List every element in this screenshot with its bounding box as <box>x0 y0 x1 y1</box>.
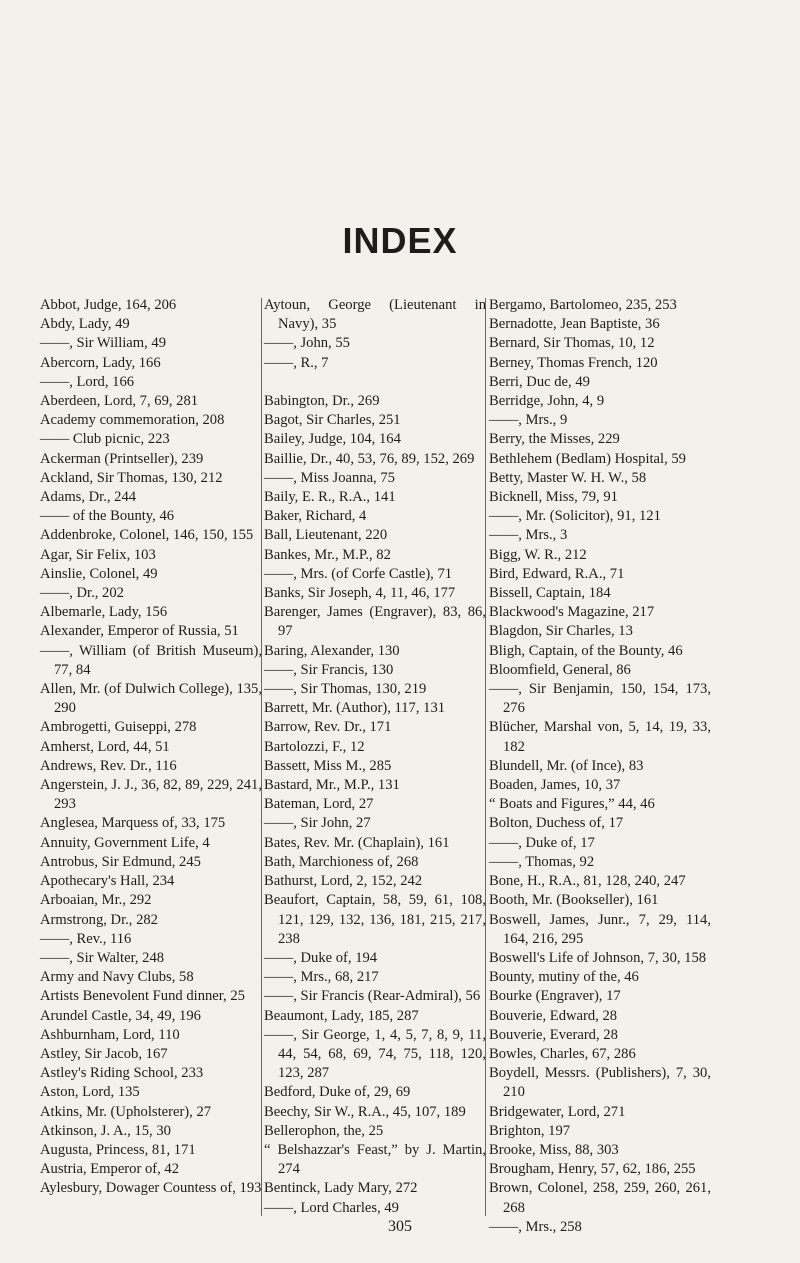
index-entry: Babington, Dr., 269 <box>264 393 380 410</box>
index-entry: Astley, Sir Jacob, 167 <box>40 1045 168 1062</box>
index-entry: —— of the Bounty, 46 <box>40 508 175 525</box>
index-entry: Berri, Duc de, 49 <box>489 373 590 390</box>
index-entry: ——, Thomas, 92 <box>489 853 595 870</box>
index-entry: Abdy, Lady, 49 <box>40 316 130 333</box>
index-entry: Anglesea, Marquess of, 33, 175 <box>40 815 226 832</box>
index-entry: Barrett, Mr. (Author), 117, 131 <box>264 700 446 717</box>
index-entry: Aytoun, George (Lieutenant in Navy), 35 <box>264 297 486 333</box>
index-entry: ——, Sir John, 27 <box>264 815 371 832</box>
index-entry: Boydell, Messrs. (Publishers), 7, 30, 210 <box>489 1065 711 1101</box>
index-entry: Aylesbury, Dowager Countess of, 193 <box>40 1180 262 1197</box>
index-entry: Addenbroke, Colonel, 146, 150, 155 <box>40 527 254 544</box>
page-title: INDEX <box>342 220 458 261</box>
index-entry: ——, John, 55 <box>264 335 350 352</box>
index-entry: ——, Miss Joanna, 75 <box>264 469 395 486</box>
index-entry: Arundel Castle, 34, 49, 196 <box>40 1007 201 1024</box>
index-entry: ——, Lord Charles, 49 <box>264 1199 399 1216</box>
index-entry: ——, Duke of, 17 <box>489 834 595 851</box>
index-entry: Angerstein, J. J., 36, 82, 89, 229, 241, 293 <box>40 777 262 813</box>
index-entry: Baily, E. R., R.A., 141 <box>264 489 396 506</box>
index-entry: Arboaian, Mr., 292 <box>40 892 152 909</box>
index-entry: Baker, Richard, 4 <box>264 508 367 525</box>
index-entry: ——, Sir William, 49 <box>40 335 167 352</box>
index-entry: Betty, Master W. H. W., 58 <box>489 469 647 486</box>
index-entry: Bagot, Sir Charles, 251 <box>264 412 401 429</box>
index-entry: Ambrogetti, Guiseppi, 278 <box>40 719 197 736</box>
index-entry: ——, R., 7 <box>264 354 329 371</box>
index-entry: Atkins, Mr. (Upholsterer), 27 <box>40 1103 212 1120</box>
index-entry: Berney, Thomas French, 120 <box>489 354 658 371</box>
index-entry: ——, Dr., 202 <box>40 585 124 602</box>
index-entry: Bissell, Captain, 184 <box>489 585 611 602</box>
index-entry: Bone, H., R.A., 81, 128, 240, 247 <box>489 873 686 890</box>
index-entry: ——, Sir George, 1, 4, 5, 7, 8, 9, 11, 44, 54, 68, 69, 74, 75, 118, 120, 123, 287 <box>264 1026 486 1082</box>
index-entry <box>264 373 486 392</box>
index-entry: Austria, Emperor of, 42 <box>40 1161 180 1178</box>
index-entry: Bernadotte, Jean Baptiste, 36 <box>489 316 660 333</box>
index-entry: Boswell, James, Junr., 7, 29, 114, 164, 216, 295 <box>489 911 711 947</box>
index-entry: Allen, Mr. (of Dulwich College), 135, 290 <box>40 681 262 717</box>
index-entry: Astley's Riding School, 233 <box>40 1065 204 1082</box>
index-entry: Amherst, Lord, 44, 51 <box>40 738 170 755</box>
index-entry: Abercorn, Lady, 166 <box>40 354 161 371</box>
index-entry: Blundell, Mr. (of Ince), 83 <box>489 757 644 774</box>
index-entry: ——, William (of British Museum), 77, 84 <box>40 642 262 678</box>
index-entry: Bigg, W. R., 212 <box>489 546 587 563</box>
index-entry: Bedford, Duke of, 29, 69 <box>264 1084 411 1101</box>
index-entry: Abbot, Judge, 164, 206 <box>40 297 177 313</box>
index-entry: ——, Rev., 116 <box>40 930 132 947</box>
index-entry: Bird, Edward, R.A., 71 <box>489 565 625 582</box>
index-entry: Bernard, Sir Thomas, 10, 12 <box>489 335 655 352</box>
index-entry: ——, Sir Benjamin, 150, 154, 173, 276 <box>489 681 711 717</box>
index-entry: ——, Mrs., 68, 217 <box>264 969 379 986</box>
index-entry: Annuity, Government Life, 4 <box>40 834 210 851</box>
index-entry: Banks, Sir Joseph, 4, 11, 46, 177 <box>264 585 456 602</box>
page-number: 305 <box>388 1218 412 1235</box>
index-entry: Apothecary's Hall, 234 <box>40 873 175 890</box>
index-entry: ——, Sir Thomas, 130, 219 <box>264 681 427 698</box>
index-column-2 <box>264 296 486 1218</box>
index-entry: Bourke (Engraver), 17 <box>489 988 621 1005</box>
index-entry: Ball, Lieutenant, 220 <box>264 527 388 544</box>
index-entry: Adams, Dr., 244 <box>40 489 137 506</box>
index-entry: ——, Mrs., 258 <box>489 1218 582 1235</box>
index-entry: Booth, Mr. (Bookseller), 161 <box>489 892 659 909</box>
index-entry: Bouverie, Edward, 28 <box>489 1007 618 1024</box>
index-entry: Berry, the Misses, 229 <box>489 431 620 448</box>
index-entry: Bentinck, Lady Mary, 272 <box>264 1180 418 1197</box>
index-entry: Bankes, Mr., M.P., 82 <box>264 546 391 563</box>
index-entry: Blagdon, Sir Charles, 13 <box>489 623 633 640</box>
index-entry: Ackland, Sir Thomas, 130, 212 <box>40 469 223 486</box>
index-column-1 <box>40 296 262 1199</box>
index-entry: Bridgewater, Lord, 271 <box>489 1103 626 1120</box>
index-entry: ——, Duke of, 194 <box>264 949 378 966</box>
index-entry: ——, Sir Walter, 248 <box>40 949 165 966</box>
index-entry: Antrobus, Sir Edmund, 245 <box>40 853 201 870</box>
index-entry: Brown, Colonel, 258, 259, 260, 261, 268 <box>489 1180 711 1216</box>
index-entry: Beaufort, Captain, 58, 59, 61, 108, 121, 129, 132, 136, 181, 215, 217, 238 <box>264 892 486 947</box>
index-entry: ——, Sir Francis, 130 <box>264 661 394 678</box>
index-entry: “ Belshazzar's Feast,” by J. Martin, 274 <box>264 1141 486 1178</box>
index-entry: Brighton, 197 <box>489 1122 571 1139</box>
index-entry: Barenger, James (Engraver), 83, 86, 97 <box>264 604 486 640</box>
index-entry: Beechy, Sir W., R.A., 45, 107, 189 <box>264 1103 466 1120</box>
index-entry: Boswell's Life of Johnson, 7, 30, 158 <box>489 949 707 966</box>
index-entry: Bligh, Captain, of the Bounty, 46 <box>489 642 683 659</box>
index-entry: Bastard, Mr., M.P., 131 <box>264 777 400 794</box>
index-entry: Albemarle, Lady, 156 <box>40 604 168 621</box>
index-entry: Berridge, John, 4, 9 <box>489 393 605 410</box>
index-entry: ——, Sir Francis (Rear-Admiral), 56 <box>264 988 481 1005</box>
index-entry: Augusta, Princess, 81, 171 <box>40 1141 196 1158</box>
index-entry: Bates, Rev. Mr. (Chaplain), 161 <box>264 834 450 851</box>
index-entry: ——, Mrs., 9 <box>489 412 568 429</box>
index-entry: Beaumont, Lady, 185, 287 <box>264 1007 419 1024</box>
index-entry: Boaden, James, 10, 37 <box>489 777 621 794</box>
index-entry: ——, Lord, 166 <box>40 373 135 390</box>
index-entry: Bailey, Judge, 104, 164 <box>264 431 401 448</box>
index-entry: Blackwood's Magazine, 217 <box>489 604 655 621</box>
index-entry: Baillie, Dr., 40, 53, 76, 89, 152, 269 <box>264 450 475 467</box>
index-entry: —— Club picnic, 223 <box>40 431 170 448</box>
index-entry: Brougham, Henry, 57, 62, 186, 255 <box>489 1161 696 1178</box>
index-entry: Bicknell, Miss, 79, 91 <box>489 489 618 506</box>
index-entry: Alexander, Emperor of Russia, 51 <box>40 623 239 640</box>
index-entry: Andrews, Rev. Dr., 116 <box>40 757 177 774</box>
index-entry: Bergamo, Bartolomeo, 235, 253 <box>489 297 677 313</box>
index-entry: Ainslie, Colonel, 49 <box>40 565 158 582</box>
index-entry: Bethlehem (Bedlam) Hospital, 59 <box>489 450 686 467</box>
index-entry: Bathurst, Lord, 2, 152, 242 <box>264 873 423 890</box>
index-entry: Ackerman (Printseller), 239 <box>40 450 204 467</box>
index-entry: Artists Benevolent Fund dinner, 25 <box>40 988 245 1005</box>
index-entry: Bloomfield, General, 86 <box>489 661 631 678</box>
index-entry: Academy commemoration, 208 <box>40 412 225 429</box>
index-entry: Brooke, Miss, 88, 303 <box>489 1141 619 1158</box>
index-entry: Bateman, Lord, 27 <box>264 796 374 813</box>
index-entry: Bellerophon, the, 25 <box>264 1122 384 1139</box>
index-entry: Blücher, Marshal von, 5, 14, 19, 33, 182 <box>489 719 711 755</box>
index-entry: Army and Navy Clubs, 58 <box>40 969 194 986</box>
index-entry: Armstrong, Dr., 282 <box>40 911 158 928</box>
index-entry: ——, Mrs. (of Corfe Castle), 71 <box>264 565 453 582</box>
index-entry: “ Boats and Figures,” 44, 46 <box>489 796 655 813</box>
index-entry: Ashburnham, Lord, 110 <box>40 1026 180 1043</box>
index-entry: ——, Mr. (Solicitor), 91, 121 <box>489 508 661 525</box>
index-entry: Aston, Lord, 135 <box>40 1084 140 1101</box>
index-entry: Bolton, Duchess of, 17 <box>489 815 624 832</box>
index-entry: Atkinson, J. A., 15, 30 <box>40 1122 171 1139</box>
index-entry: Barrow, Rev. Dr., 171 <box>264 719 392 736</box>
index-entry: Aberdeen, Lord, 7, 69, 281 <box>40 393 199 410</box>
index-entry: Baring, Alexander, 130 <box>264 642 400 659</box>
index-entry: Agar, Sir Felix, 103 <box>40 546 156 563</box>
index-entry: Bassett, Miss M., 285 <box>264 757 392 774</box>
index-column-3 <box>489 296 711 1237</box>
index-entry: Bowles, Charles, 67, 286 <box>489 1045 636 1062</box>
index-entry: Bouverie, Everard, 28 <box>489 1026 618 1043</box>
index-entry: Bath, Marchioness of, 268 <box>264 853 419 870</box>
index-entry: Bounty, mutiny of the, 46 <box>489 969 639 986</box>
index-entry: Bartolozzi, F., 12 <box>264 738 365 755</box>
index-entry: ——, Mrs., 3 <box>489 527 568 544</box>
